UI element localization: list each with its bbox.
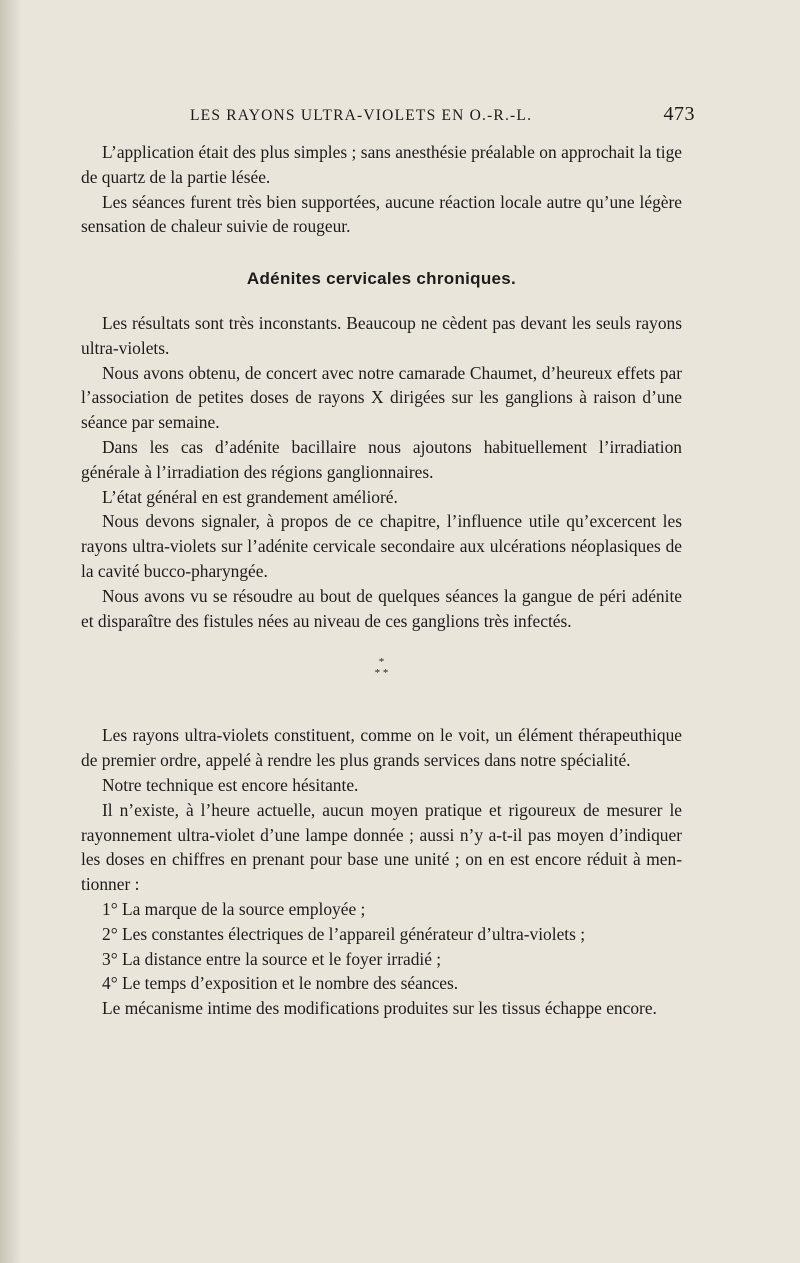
paragraph: Les résultats sont très inconstants. Beaucoup ne cèdent pas devant les seuls rayons ultra-violets. xyxy=(81,312,682,358)
list-item: 1° La marque de la source employée ; xyxy=(102,898,366,919)
paragraph: L’état général en est grandement amélioré. xyxy=(102,486,398,507)
paragraph: Dans les cas d’adénite bacillaire nous ajoutons habituellement l’irradiation générale à l’irradiation des régions ganglionnaires. xyxy=(81,436,682,482)
paragraph: Les séances furent très bien supportées, aucune réaction locale autre qu’une légère sensation de chaleur suivie de rougeur. xyxy=(81,191,682,237)
page-header xyxy=(190,103,695,126)
paragraph: Les rayons ultra-violets constituent, comme on le voit, un élément thérapeuthique de premier ordre, appelé à rendre les plus grands services dans notre spécialité. xyxy=(81,725,682,771)
asterism-divider xyxy=(81,657,682,679)
asterism-bottom: * * xyxy=(374,667,389,680)
paragraph: Il n’existe, à l’heure actuelle, aucun moyen pratique et rigoureux de mesurer le rayonnement ultra-violet d’une lampe donnée ; aussi n’y a-t-il pas moyen d’indiquer les doses en chiffres en prenant pour base une unité ; on en est encore réduit à mentionner : xyxy=(81,799,682,895)
page-number: 473 xyxy=(663,103,695,125)
body-text xyxy=(81,140,682,1021)
paragraph: Nous avons obtenu, de concert avec notre camarade Chaumet, d’heureux effets par l’association de petites doses de rayons X dirigées sur les ganglions à raison d’une séance par semaine. xyxy=(81,362,682,433)
paragraph: L’application était des plus simples ; sans anesthésie préalable on approchait la tige de quartz de la partie lésée. xyxy=(81,142,682,187)
section-title: Adénites cervicales chroniques. xyxy=(246,269,517,289)
paragraph: Nous devons signaler, à propos de ce chapitre, l’influence utile qu’excercent les rayons ultra-violets sur l’adénite cervicale secondaire aux ulcérations néoplasiques de la cavité bucco-pharyngée. xyxy=(81,511,682,581)
asterism-top: * xyxy=(378,656,385,669)
running-head: LES RAYONS ULTRA-VIOLETS EN O.-R.-L. xyxy=(190,107,533,124)
paragraph: Notre technique est encore hésitante. xyxy=(102,774,359,795)
list-item: 3° La distance entre la source et le foyer irradié ; xyxy=(102,948,442,969)
paragraph: Le mécanisme intime des modifications produites sur les tissus échappe encore. xyxy=(102,998,657,1019)
list-item: 4° Le temps d’exposition et le nombre des séances. xyxy=(102,973,459,994)
paragraph: Nous avons vu se résoudre au bout de quelques séances la gangue de péri adénite et disparaître des fistules nées au niveau de ces ganglions très infectés. xyxy=(81,585,682,631)
list-item: 2° Les constantes électriques de l’appareil générateur d’ultra-violets ; xyxy=(102,923,586,944)
